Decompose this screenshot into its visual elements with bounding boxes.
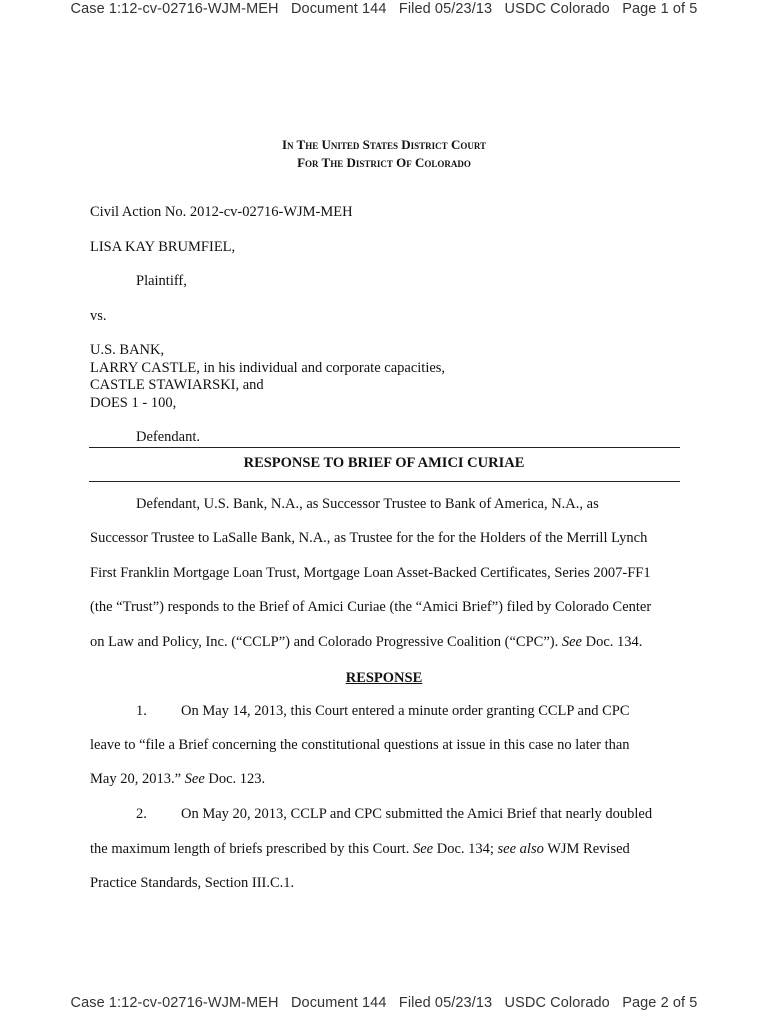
item-number: 2. xyxy=(136,806,147,822)
citation-signal: See xyxy=(561,634,582,650)
item-line: On May 14, 2013, this Court entered a minute order granting CCLP and CPC xyxy=(181,703,630,719)
item-line xyxy=(90,771,265,788)
intro-text: on Law and Policy, Inc. (“CCLP”) and Colorado Progressive Coalition (“CPC”). xyxy=(90,634,562,650)
plaintiff-name: LISA KAY BRUMFIEL, xyxy=(90,239,236,255)
court-line-2: For The District Of Colorado xyxy=(297,155,471,170)
item-citation: Doc. 123. xyxy=(204,771,266,787)
defendant-line: LARRY CASTLE, in his individual and corporate capacities, xyxy=(90,360,446,376)
caption-rule-top xyxy=(89,447,680,448)
citation-signal: See xyxy=(184,771,205,787)
plaintiff-role: Plaintiff, xyxy=(136,273,187,289)
intro-line: First Franklin Mortgage Loan Trust, Mortgage Loan Asset-Backed Certificates, Series 2007-FF1 xyxy=(90,565,651,581)
citation-signal: See xyxy=(412,841,434,857)
item-line xyxy=(90,841,630,858)
item-citation: Doc. 134; xyxy=(433,841,498,857)
citation-signal: see also xyxy=(497,841,544,857)
response-heading: RESPONSE xyxy=(345,670,423,686)
court-name xyxy=(0,136,768,172)
item-text: the maximum length of briefs prescribed by this Court. xyxy=(90,841,413,857)
defendant-line: CASTLE STAWIARSKI, and xyxy=(90,377,264,393)
item-line: leave to “file a Brief concerning the constitutional questions at issue in this case no later than xyxy=(90,737,630,753)
document-title: RESPONSE TO BRIEF OF AMICI CURIAE xyxy=(243,455,525,471)
item-text: WJM Revised xyxy=(543,841,630,857)
item-line: On May 20, 2013, CCLP and CPC submitted the Amici Brief that nearly doubled xyxy=(181,806,653,822)
intro-line: (the “Trust”) responds to the Brief of Amici Curiae (the “Amici Brief”) filed by Colorado Center xyxy=(90,599,652,615)
page-header-stamp: Case 1:12-cv-02716-WJM-MEH Document 144 Filed 05/23/13 USDC Colorado Page 1 of 5 xyxy=(70,1,698,17)
intro-citation: Doc. 134. xyxy=(581,634,643,650)
page-footer-stamp: Case 1:12-cv-02716-WJM-MEH Document 144 Filed 05/23/13 USDC Colorado Page 2 of 5 xyxy=(70,995,698,1011)
versus: vs. xyxy=(90,308,107,324)
item-number: 1. xyxy=(136,703,147,719)
defendant-line: U.S. BANK, xyxy=(90,342,165,358)
intro-line: Successor Trustee to LaSalle Bank, N.A., as Trustee for the for the Holders of the Merrill Lynch xyxy=(90,530,648,546)
civil-action-number: Civil Action No. 2012-cv-02716-WJM-MEH xyxy=(90,204,353,220)
defendant-role: Defendant. xyxy=(136,429,201,445)
caption-rule-bottom xyxy=(89,481,680,482)
intro-line: Defendant, U.S. Bank, N.A., as Successor Trustee to Bank of America, N.A., as xyxy=(136,496,599,512)
defendant-line: DOES 1 - 100, xyxy=(90,395,177,411)
court-line-1: In The United States District Court xyxy=(281,137,487,152)
item-line: Practice Standards, Section III.C.1. xyxy=(90,875,295,891)
intro-line xyxy=(90,634,642,651)
item-text: May 20, 2013.” xyxy=(90,771,185,787)
